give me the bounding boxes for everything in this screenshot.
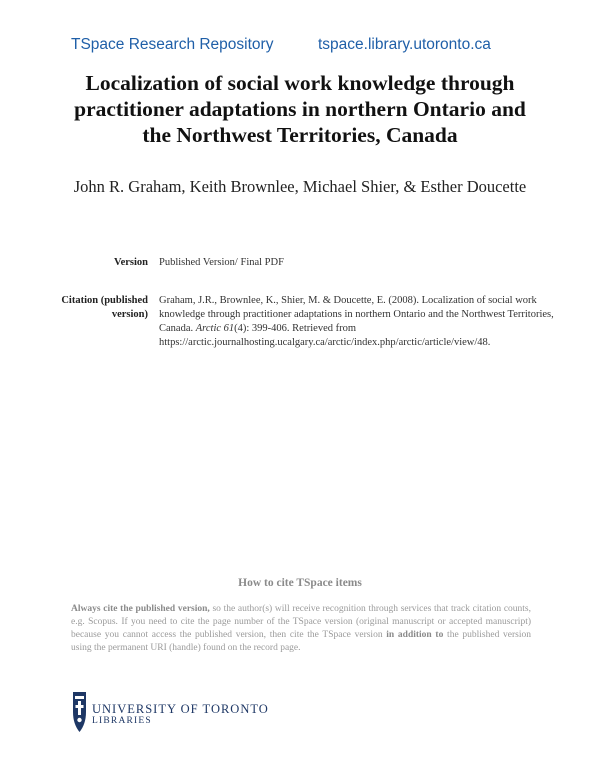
paper-authors: John R. Graham, Keith Brownlee, Michael Shier, & Esther Doucette bbox=[73, 177, 527, 196]
citation-journal: Arctic 61 bbox=[195, 323, 235, 334]
citation-label: Citation (published version) bbox=[61, 295, 148, 320]
cite-emphasis-1: Always cite the published version, bbox=[71, 604, 210, 614]
paper-title: Localization of social work knowledge through practitioner adaptations in northern Ontario and the Northwest Territories, Canada bbox=[74, 71, 526, 147]
cite-text-1: so the author(s) will receive recognition through services that track citation counts, e.g. Scopus. If you need to cite the page number of the TSpace version (original manuscript or accepted manuscript) because you cannot access the published version, then cite the TSpace version bbox=[71, 604, 531, 640]
repository-name: TSpace Research Repository bbox=[71, 36, 274, 53]
repository-url[interactable]: tspace.library.utoronto.ca bbox=[318, 36, 491, 53]
uoft-libraries-logo bbox=[71, 690, 271, 734]
version-value: Published Version/ Final PDF bbox=[159, 257, 284, 268]
cite-text-2: the published version using the permanent URI (handle) found on the record page. bbox=[71, 630, 531, 653]
citation-text: Graham, J.R., Brownlee, K., Shier, M. & Doucette, E. (2008). Localization of social work knowledge through practitioner adaptations in northern Ontario and the Northwest Territories, Canada. bbox=[159, 295, 554, 334]
university-name: UNIVERSITY OF TORONTO bbox=[92, 702, 269, 716]
libraries-name: LIBRARIES bbox=[92, 716, 152, 726]
citation-text-end: (4): 399-406. Retrieved from https://arctic.journalhosting.ucalgary.ca/arctic/index.php/arctic/article/view/48. bbox=[159, 323, 491, 348]
how-to-cite-heading: How to cite TSpace items bbox=[238, 577, 362, 589]
how-to-cite-body bbox=[71, 603, 531, 655]
cite-emphasis-2: in addition to bbox=[386, 630, 444, 640]
version-label: Version bbox=[113, 257, 148, 268]
citation-value bbox=[159, 294, 554, 350]
uoft-crest-icon bbox=[71, 690, 88, 734]
